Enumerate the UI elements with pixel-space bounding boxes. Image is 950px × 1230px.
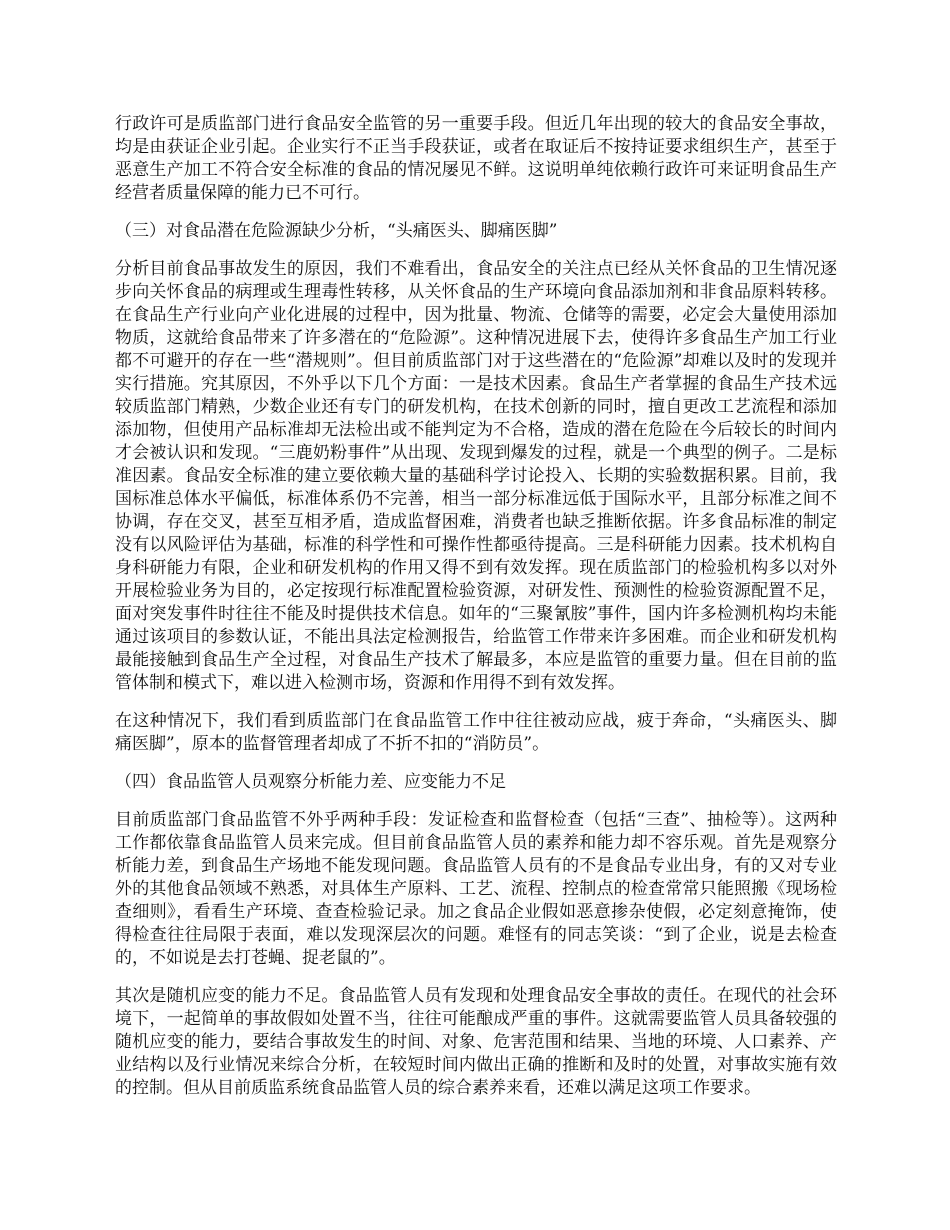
paragraph-adaptability: 其次是随机应变的能力不足。食品监管人员有发现和处理食品安全事故的责任。在现代的社会环境下，一起简单的事故假如处置不当，往往可能酿成严重的事件。这就需要监管人员具备较强的随机应变的能力，要结合事故发生的时间、对象、危害范围和结果、当地的环境、人口素养、产业结构以及行业情况来综合分析，在较短时间内做出正确的推断和及时的处置，对事故实施有效的控制。但从目前质监系统食品监管人员的综合素养来看，还难以满足这项工作要求。	[115, 986, 837, 1098]
section-heading-4: （四）食品监管人员观察分析能力差、应变能力不足	[115, 772, 506, 792]
section-heading-3: （三）对食品潜在危险源缺少分析，“头痛医头、脚痛医脚”	[115, 221, 558, 241]
document-page	[115, 113, 837, 1115]
paragraph-administrative-license: 行政许可是质监部门进行食品安全监管的另一重要手段。但近几年出现的较大的食品安全事故，均是由获证企业引起。企业实行不正当手段获证，或者在取证后不按持证要求组织生产，甚至于恶意生产加工不符合安全标准的食品的情况屡见不鲜。这说明单纯依赖行政许可来证明食品生产经营者质量保障的能力已不可行。	[115, 114, 837, 203]
paragraph-passive-response: 在这种情况下，我们看到质监部门在食品监管工作中往往被动应战，疲于奔命，“头痛医头、脚痛医脚”，原本的监督管理者却成了不折不扣的“消防员”。	[115, 711, 837, 754]
paragraph-observation-ability: 目前质监部门食品监管不外乎两种手段：发证检查和监督检查（包括“三查”、抽检等）。这两种工作都依靠食品监管人员来完成。但目前食品监管人员的素养和能力却不容乐观。首先是观察分析能力差，到食品生产场地不能发现问题。食品监管人员有的不是食品专业出身，有的又对专业外的其他食品领域不熟悉，对具体生产原料、工艺、流程、控制点的检查常常只能照搬《现场检查细则》，看看生产环境、查查检验记录。加之食品企业假如恶意掺杂使假，必定刻意掩饰，使得检查往往局限于表面，难以发现深层次的问题。难怪有的同志笑谈：“到了企业，说是去检查的，不如说是去打苍蝇、捉老鼠的”。	[115, 810, 837, 968]
paragraph-hazard-analysis: 分析目前食品事故发生的原因，我们不难看出，食品安全的关注点已经从关怀食品的卫生情况逐步向关怀食品的病理或生理毒性转移，从关怀食品的生产环境向食品添加剂和非食品原料转移。在食品生产行业向产业化进展的过程中，因为批量、物流、仓储等的需要，必定会大量使用添加物质，这就给食品带来了许多潜在的“危险源”。这种情况进展下去，使得许多食品生产加工行业都不可避开的存在一些“潜规则”。但目前质监部门对于这些潜在的“危险源”却难以及时的发现并实行措施。究其原因，不外乎以下几个方面：一是技术因素。食品生产者掌握的食品生产技术远较质监部门精熟，少数企业还有专门的研发机构，在技术创新的同时，擅自更改工艺流程和添加添加物，但使用产品标准却无法检出或不能判定为不合格，造成的潜在危险在今后较长的时间内才会被认识和发现。“三鹿奶粉事件”从出现、发现到爆发的过程，就是一个典型的例子。二是标准因素。食品安全标准的建立要依赖大量的基础科学讨论投入、长期的实验数据积累。目前，我国标准总体水平偏低，标准体系仍不完善，相当一部分标准远低于国际水平，且部分标准之间不协调，存在交叉，甚至互相矛盾，造成监督困难，消费者也缺乏推断依据。许多食品标准的制定没有以风险评估为基础，标准的科学性和可操作性都亟待提高。三是科研能力因素。技术机构自身科研能力有限，企业和研发机构的作用又得不到有效发挥。现在质监部门的检验机构多以对外开展检验业务为目的，必定按现行标准配置检验资源，对研发性、预测性的检验资源配置不足，面对突发事件时往往不能及时提供技术信息。如年的“三聚氰胺”事件，国内许多检测机构均未能通过该项目的参数认证，不能出具法定检测报告，给监管工作带来许多困难。而企业和研发机构最能接触到食品生产全过程，对食品生产技术了解最多，本应是监管的重要力量。但在目前的监管体制和模式下，难以进入检测市场，资源和作用得不到有效发挥。	[115, 259, 837, 693]
